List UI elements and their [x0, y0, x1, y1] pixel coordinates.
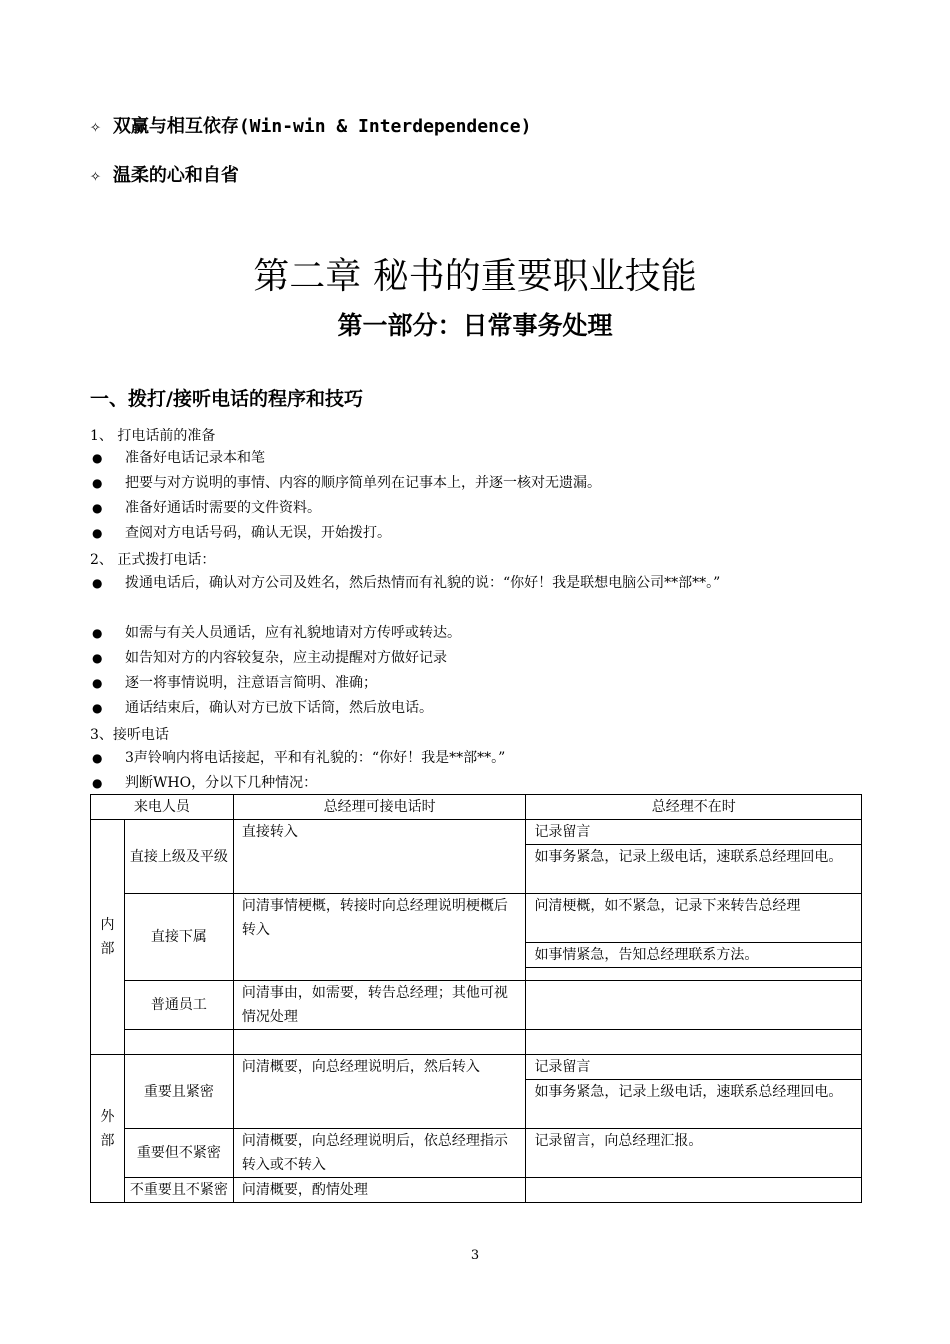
- table-row: [91, 1055, 862, 1080]
- list-item: ● 如需与有关人员通话，应有礼貌地请对方传呼或转达。: [90, 621, 865, 646]
- list-item: ● 查阅对方电话号码，确认无误，开始拨打。: [90, 521, 865, 546]
- list-item: ● 判断WHO，分以下几种情况：: [90, 771, 865, 796]
- available-cell: 问清概要，向总经理说明后，然后转入: [233, 1055, 526, 1129]
- bullet-icon: ●: [92, 751, 103, 765]
- bullet-icon: ●: [92, 576, 103, 590]
- section-heading: 一、拨打/接听电话的程序和技巧: [90, 388, 363, 410]
- list-item: ● 通话结束后，确认对方已放下话筒，然后放电话。: [90, 696, 865, 721]
- table-row: [91, 894, 862, 943]
- bullet-icon: ●: [92, 776, 103, 790]
- header-caller: 来电人员: [91, 795, 234, 820]
- caller-cell: 直接下属: [124, 894, 233, 981]
- table-row: [91, 1030, 862, 1055]
- subsection-title: 1、 打电话前的准备: [90, 428, 216, 444]
- absent-cell-empty: [526, 968, 862, 981]
- bullet-icon: ●: [92, 501, 103, 515]
- caller-cell: 重要但不紧密: [124, 1129, 233, 1178]
- bullet-icon: ●: [92, 626, 103, 640]
- bullet-win-win: [90, 112, 531, 138]
- list-item: ● 把要与对方说明的事情、内容的顺序简单列在记事本上，并逐一核对无遗漏。: [90, 471, 865, 496]
- table-row: [91, 1129, 862, 1178]
- list-item: ● 3声铃响内将电话接起，平和有礼貌的：“你好！我是**部**。”: [90, 746, 865, 771]
- list-item: ● 准备好通话时需要的文件资料。: [90, 496, 865, 521]
- available-cell: 直接转入: [233, 820, 526, 894]
- table-row: [91, 1178, 862, 1203]
- header-gm-absent: 总经理不在时: [526, 795, 862, 820]
- bullet-icon: ●: [92, 476, 103, 490]
- absent-cell: 如事情紧急，告知总经理联系方法。: [526, 943, 862, 968]
- chapter-title: 第二章 秘书的重要职业技能: [253, 256, 697, 297]
- empty-cell: [233, 1030, 526, 1055]
- diamond-star-icon: ✧: [90, 165, 101, 186]
- available-cell: 问清概要，酌情处理: [233, 1178, 526, 1203]
- part-title: 第一部分：日常事务处理: [337, 311, 613, 340]
- call-handling-table: [90, 794, 862, 1203]
- bullet-icon: ●: [92, 701, 103, 715]
- absent-cell: 记录留言，向总经理汇报。: [526, 1129, 862, 1178]
- absent-cell: 记录留言: [526, 1055, 862, 1080]
- table-header-row: [91, 795, 862, 820]
- subsection-title: 2、 正式拨打电话：: [90, 552, 216, 568]
- list-item: ● 准备好电话记录本和笔: [90, 446, 865, 471]
- caller-cell: 不重要且不紧密: [124, 1178, 233, 1203]
- absent-cell: 如事务紧急，记录上级电话，速联系总经理回电。: [526, 1080, 862, 1129]
- empty-cell: [526, 1030, 862, 1055]
- bullet-icon: ●: [92, 651, 103, 665]
- list-item: ● 逐一将事情说明，注意语言简明、准确；: [90, 671, 865, 696]
- bullet-icon: ●: [92, 676, 103, 690]
- absent-cell: [526, 1178, 862, 1203]
- diamond-star-icon: ✧: [90, 116, 101, 137]
- absent-cell: 记录留言: [526, 820, 862, 845]
- bullet-text: 温柔的心和自省: [112, 165, 239, 186]
- bullet-text: 双赢与相互依存(Win-win & Interdependence): [112, 116, 532, 137]
- available-cell: 问清事情梗概，转接时向总经理说明梗概后转入: [233, 894, 526, 981]
- bullet-gentle-heart: [90, 161, 239, 187]
- bullet-icon: ●: [92, 451, 103, 465]
- empty-cell: [124, 1030, 233, 1055]
- table-row: [91, 820, 862, 845]
- caller-cell: 重要且紧密: [124, 1055, 233, 1129]
- caller-cell: 直接上级及平级: [124, 820, 233, 894]
- group-external: 外部: [91, 1055, 125, 1203]
- list-item: ● 拨通电话后，确认对方公司及姓名，然后热情而有礼貌的说：“你好！我是联想电脑公司**部**。”: [90, 571, 865, 596]
- group-internal: 内部: [91, 820, 125, 1055]
- available-cell: 问清概要，向总经理说明后，依总经理指示转入或不转入: [233, 1129, 526, 1178]
- header-gm-available: 总经理可接电话时: [233, 795, 526, 820]
- caller-cell: 普通员工: [124, 981, 233, 1030]
- page-number: 3: [470, 1248, 480, 1263]
- list-item: ● 如告知对方的内容较复杂，应主动提醒对方做好记录: [90, 646, 865, 671]
- absent-cell: [526, 981, 862, 1030]
- absent-cell: 问清梗概，如不紧急，记录下来转告总经理: [526, 894, 862, 943]
- bullet-icon: ●: [92, 526, 103, 540]
- subsection-title: 3、接听电话: [90, 727, 169, 743]
- absent-cell: 如事务紧急，记录上级电话，速联系总经理回电。: [526, 845, 862, 894]
- available-cell: 问清事由，如需要，转告总经理；其他可视情况处理: [233, 981, 526, 1030]
